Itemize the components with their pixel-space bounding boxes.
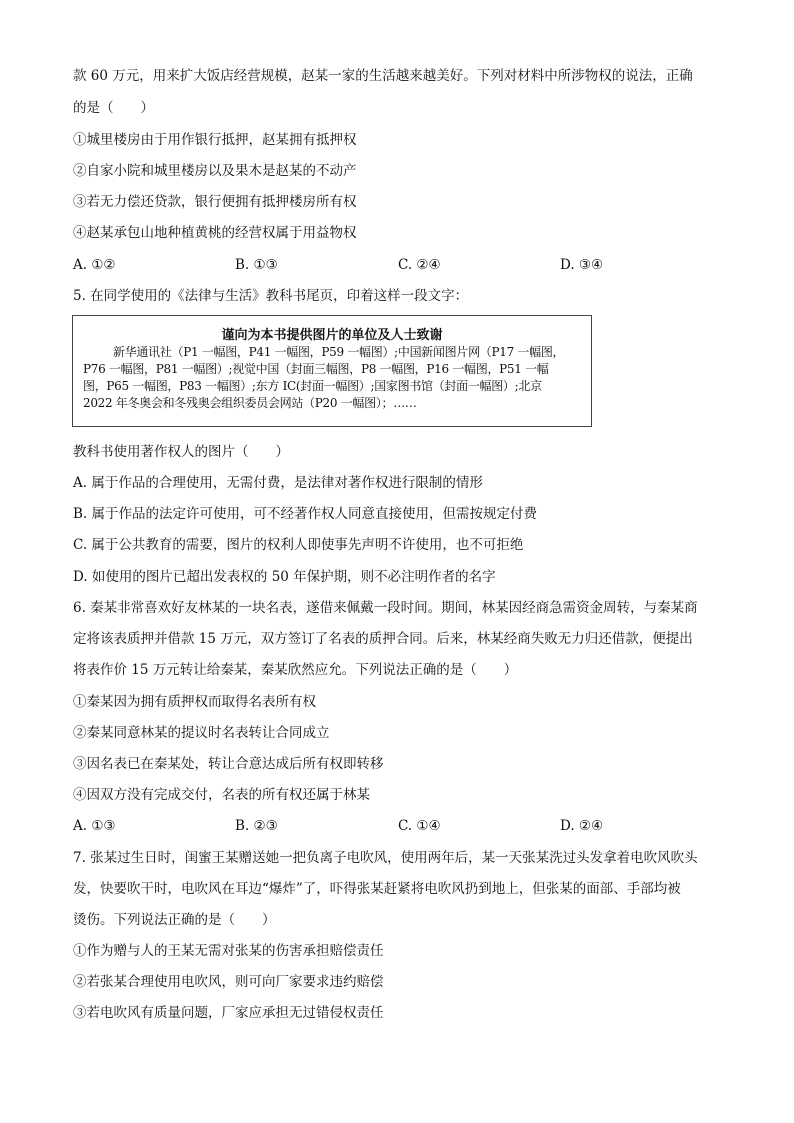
q4-stem-line-1: 款 60 万元，用来扩大饭店经营规模，赵某一家的生活越来越美好。下列对材料中所涉物权的说法，正确: [73, 68, 693, 84]
q4-statement-1: ①城里楼房由于用作银行抵押，赵某拥有抵押权: [73, 132, 357, 148]
q6-statement-4: ④因双方没有完成交付，名表的所有权还属于林某: [73, 787, 370, 803]
q4-options: [73, 255, 713, 275]
q4-statement-4: ④赵某承包山地种植黄桃的经营权属于用益物权: [73, 225, 357, 241]
q6-stem-line-1: 6. 秦某非常喜欢好友林某的一块名表，遂借来佩戴一段时间。期间，林某因经商急需资金周转，与秦某商: [73, 600, 698, 616]
q4-option-b[interactable]: B. ①③: [235, 257, 278, 273]
q7-stem-line-3: 烫伤。下列说法正确的是（ ）: [73, 912, 276, 928]
acknowledgement-line-2: P76 一幅图，P81 一幅图）;视觉中国（封面三幅图，P8 一幅图，P16 一幅图，P51 一幅: [83, 362, 549, 376]
q5-stem: 5. 在同学使用的《法律与生活》教科书尾页，印着这样一段文字：: [73, 288, 469, 304]
q6-option-d[interactable]: D. ②④: [560, 818, 604, 834]
acknowledgement-box: [72, 315, 592, 427]
q6-option-a[interactable]: A. ①③: [73, 818, 116, 834]
q6-option-b[interactable]: B. ②③: [235, 818, 278, 834]
q6-statement-1: ①秦某因为拥有质押权而取得名表所有权: [73, 694, 316, 710]
q7-stem-line-2: 发，快要吹干时，电吹风在耳边“爆炸”了，吓得张某赶紧将电吹风扔到地上，但张某的面部、手部均被: [73, 881, 681, 897]
q6-options: [73, 816, 713, 836]
q4-option-d[interactable]: D. ③④: [560, 257, 604, 273]
q5-choice-b[interactable]: B. 属于作品的法定许可使用，可不经著作权人同意直接使用，但需按规定付费: [73, 506, 538, 522]
q5-choice-c[interactable]: C. 属于公共教育的需要，图片的权利人即使事先声明不许使用，也不可拒绝: [73, 537, 524, 553]
acknowledgement-line-3: 图，P65 一幅图，P83 一幅图）;东方 IC(封面一幅图）;国家图书馆（封面一幅图）;北京: [83, 379, 542, 393]
q5-choice-d[interactable]: D. 如使用的图片已超出发表权的 50 年保护期，则不必注明作者的名字: [73, 569, 496, 585]
q6-statement-2: ②秦某同意林某的提议时名表转让合同成立: [73, 725, 330, 741]
q4-statement-3: ③若无力偿还贷款，银行便拥有抵押楼房所有权: [73, 194, 357, 210]
q7-stem-line-1: 7. 张某过生日时，闺蜜王某赠送她一把负离子电吹风，使用两年后，某一天张某洗过头发拿着电吹风吹头: [73, 850, 698, 866]
acknowledgement-title: 谨向为本书提供图片的单位及人士致谢: [221, 328, 443, 343]
q4-stem-line-2: 的是（ ）: [73, 100, 154, 116]
q6-statement-3: ③因名表已在秦某处，转让合意达成后所有权即转移: [73, 756, 384, 772]
q6-stem-line-3: 将表作价 15 万元转让给秦某，秦某欣然应允。下列说法正确的是（ ）: [73, 662, 518, 678]
q4-statement-2: ②自家小院和城里楼房以及果木是赵某的不动产: [73, 163, 357, 179]
q5-choice-a[interactable]: A. 属于作品的合理使用，无需付费，是法律对著作权进行限制的情形: [73, 475, 483, 491]
q4-option-c[interactable]: C. ②④: [398, 257, 441, 273]
acknowledgement-line-4: 2022 年冬奥会和冬残奥会组织委员会网站（P20 一幅图）；……: [83, 396, 417, 410]
q6-stem-line-2: 定将该表质押并借款 15 万元，双方签订了名表的质押合同。后来，林某经商失败无力归还借款，便提出: [73, 631, 693, 647]
q7-statement-1: ①作为赠与人的王某无需对张某的伤害承担赔偿责任: [73, 943, 384, 959]
q4-option-a[interactable]: A. ①②: [73, 257, 116, 273]
q7-statement-3: ③若电吹风有质量问题，厂家应承担无过错侵权责任: [73, 1005, 384, 1021]
q5-question: 教科书使用著作权人的图片（ ）: [73, 444, 289, 460]
q6-option-c[interactable]: C. ①④: [398, 818, 441, 834]
acknowledgement-line-1: 新华通讯社（P1 一幅图，P41 一幅图，P59 一幅图）;中国新闻图片网（P17 一幅图，: [113, 345, 565, 359]
q7-statement-2: ②若张某合理使用电吹风，则可向厂家要求违约赔偿: [73, 974, 384, 990]
